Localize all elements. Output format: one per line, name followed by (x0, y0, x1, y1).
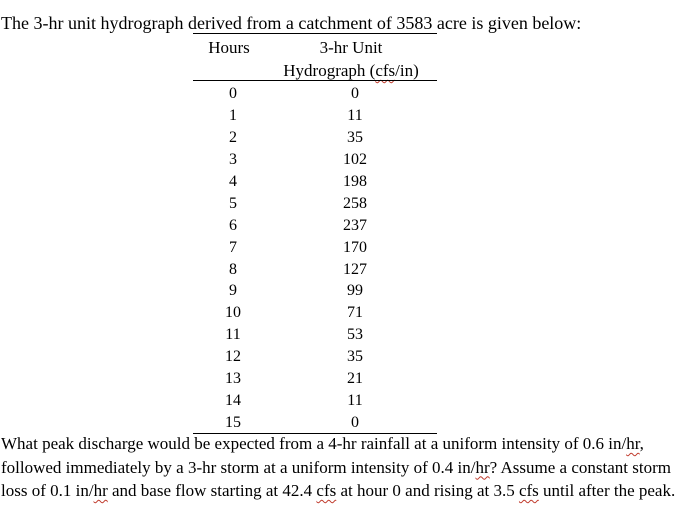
question-part: , followed immediately by a 3-hr storm at a uniform intensity of 0.4 in/ (1, 434, 644, 477)
hour-cell: 10 (225, 304, 241, 322)
question-unit: hr (475, 457, 490, 477)
question-part: What peak discharge would be expected from a 4-hr rainfall at a uniform intensity of 0.6 in/ (1, 434, 627, 453)
table-row (193, 171, 437, 193)
table-row (193, 127, 437, 149)
question-part: ? Assume a constant storm loss of 0.1 in/ (1, 457, 671, 500)
hour-cell: 0 (229, 85, 237, 102)
ordinate-cell: 99 (347, 282, 363, 300)
hour-cell: 5 (229, 194, 237, 212)
question-unit: cfs (518, 481, 539, 500)
table-row (193, 280, 437, 302)
hour-cell: 6 (229, 216, 237, 234)
ordinate-cell: 258 (343, 194, 367, 212)
question-unit: cfs (316, 481, 337, 500)
ordinate-cell: 35 (347, 348, 363, 366)
table-row (193, 105, 437, 127)
table-row (193, 259, 437, 281)
ordinate-cell: 71 (347, 304, 363, 322)
question-part: until after the peak. (538, 481, 676, 500)
ordinate-cell: 170 (343, 238, 367, 256)
table-top-rule (193, 33, 437, 34)
hour-cell: 8 (229, 260, 237, 278)
header-unit-hydrograph (265, 38, 437, 81)
question-unit: hr (626, 434, 640, 453)
table-row (193, 83, 437, 105)
hydrograph-table-body (193, 83, 437, 434)
hour-cell: 13 (225, 370, 241, 388)
table-header-rule (193, 80, 437, 81)
ordinate-cell: 53 (347, 326, 363, 344)
ordinate-cell: 102 (343, 150, 367, 168)
ordinate-cell: 0 (351, 414, 359, 432)
hour-cell: 15 (225, 414, 241, 432)
ordinate-cell: 21 (347, 370, 363, 388)
header-uh-line2-c: /in) (395, 61, 419, 80)
header-hours: Hours (208, 38, 250, 57)
hour-cell: 14 (225, 392, 241, 410)
table-row (193, 390, 437, 412)
table-row (193, 149, 437, 171)
ordinate-cell: 11 (347, 106, 363, 124)
question-unit: hr (93, 481, 108, 500)
hour-cell: 9 (229, 282, 237, 300)
ordinate-cell: 11 (347, 392, 363, 410)
hour-cell: 11 (225, 326, 241, 344)
header-uh-line1: 3-hr Unit (319, 38, 383, 57)
header-uh-line2-a: Hydrograph ( (283, 61, 376, 80)
intro-text: The 3-hr unit hydrograph derived from a catchment of 3583 acre is given below: (1, 13, 582, 33)
question-part: and base flow starting at 42.4 (107, 481, 317, 500)
hour-cell: 3 (229, 150, 237, 168)
ordinate-cell: 198 (343, 172, 367, 190)
hour-cell: 7 (229, 238, 237, 256)
table-row (193, 346, 437, 368)
table-row (193, 237, 437, 259)
ordinate-cell: 237 (343, 216, 367, 234)
header-uh-units: cfs (375, 61, 396, 80)
hour-cell: 4 (229, 172, 237, 190)
ordinate-cell: 127 (343, 260, 367, 278)
table-row (193, 215, 437, 237)
table-row (193, 324, 437, 346)
table-row (193, 412, 437, 434)
question-text (1, 432, 697, 503)
hour-cell: 2 (229, 128, 237, 146)
table-row (193, 368, 437, 390)
table-row (193, 302, 437, 324)
question-part: at hour 0 and rising at 3.5 (336, 481, 519, 500)
hour-cell: 1 (229, 106, 237, 124)
header-uh-line2 (265, 61, 437, 81)
ordinate-cell: 0 (351, 85, 359, 102)
hour-cell: 12 (225, 348, 241, 366)
ordinate-cell: 35 (347, 128, 363, 146)
table-row (193, 193, 437, 215)
